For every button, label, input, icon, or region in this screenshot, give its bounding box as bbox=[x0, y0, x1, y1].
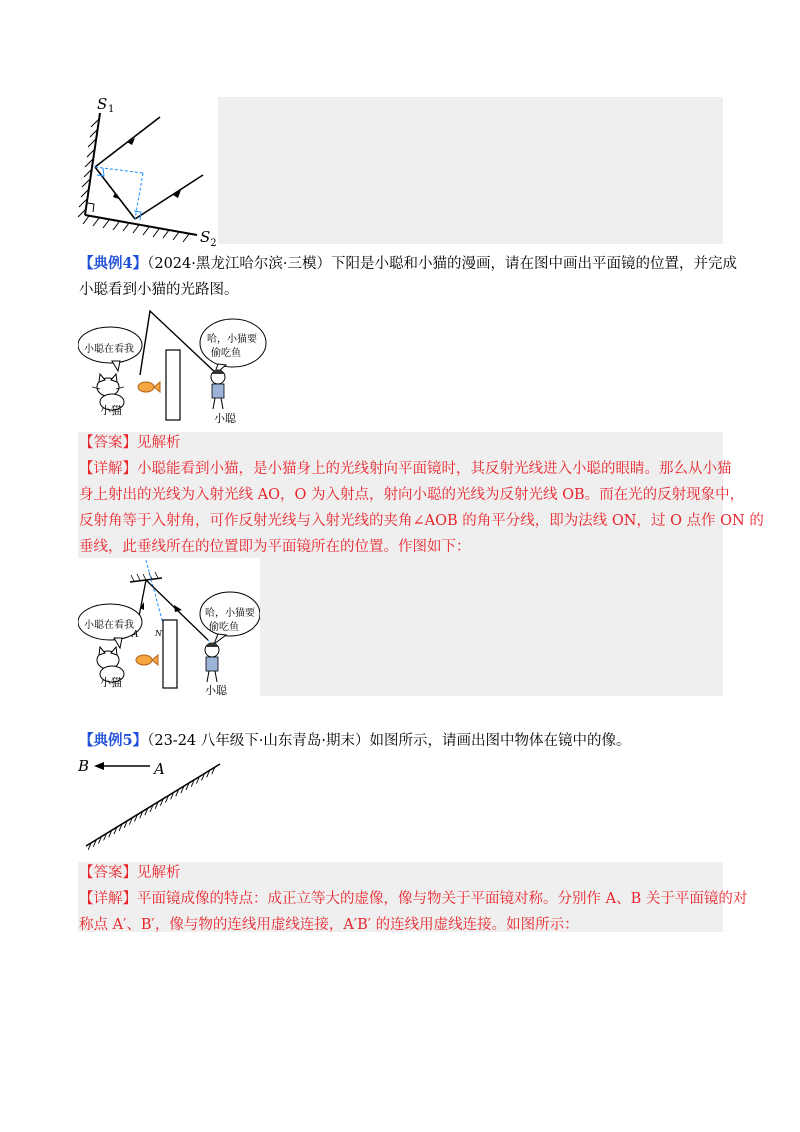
s1-subscript: 1 bbox=[108, 104, 115, 115]
bubble-boy-text1: 哈，小猫要 bbox=[207, 334, 257, 345]
label-cat: 小猫 bbox=[100, 404, 122, 417]
example5-detail-text1: 平面镜成像的特点：成正立等大的虚像，像与物关于平面镜对称。分别作 A、B 关于平面镜的对 bbox=[137, 891, 748, 907]
example4-answer-line bbox=[79, 430, 181, 456]
answer-bubble-boy-text2: 偷吃鱼 bbox=[209, 622, 239, 633]
bubble-cat-text: 小聪在看我 bbox=[84, 344, 134, 355]
example4-detail-line2: 身上射出的光线为入射光线 AO，O 为入射点，射向小聪的光线为反射光线 OB。而在光的反射现象中， bbox=[79, 487, 745, 503]
example4-tag: 【典例4】 bbox=[79, 255, 148, 272]
example5-tag: 【典例5】 bbox=[79, 732, 148, 749]
example5-answer-text: 见解析 bbox=[137, 865, 181, 881]
label-B: B bbox=[78, 757, 90, 775]
example4-question-text1: （2024·黑龙江哈尔滨·三模）下阳是小聪和小猫的漫画，请在图中画出平面镜的位置，并完成 bbox=[147, 256, 737, 272]
label-boy: 小聪 bbox=[214, 412, 236, 425]
example5-detail-line2: 称点 A′、B′，像与物的连线用虚线连接，A′B′ 的连线用虚线连接。如图所示： bbox=[79, 917, 579, 933]
example5-answer-line bbox=[79, 860, 181, 886]
example4-detail-text1: 小聪能看到小猫，是小猫身上的光线射向平面镜时，其反射光线进入小聪的眼睛。那么从小猫 bbox=[137, 461, 732, 477]
example5-detail-tag: 【详解】 bbox=[79, 891, 137, 907]
example5-question-text: （23-24 八年级下·山东青岛·期末）如图所示，请画出图中物体在镜中的像。 bbox=[147, 733, 631, 749]
example5-detail-line1 bbox=[79, 886, 747, 912]
answer-label-boy: 小聪 bbox=[205, 684, 227, 697]
example4-detail-line3: 反射角等于入射角，可作反射光线与入射光线的夹角∠AOB 的角平分线，即为法线 ON，过 O 点作 ON 的 bbox=[79, 513, 764, 529]
answer-figure-label-A: A bbox=[132, 630, 139, 640]
example4-detail-tag: 【详解】 bbox=[79, 461, 137, 477]
example4-answer-text: 见解析 bbox=[137, 435, 181, 451]
label-A: A bbox=[154, 760, 165, 778]
s2-label-wrap bbox=[200, 228, 217, 249]
answer-label-cat: 小猫 bbox=[100, 676, 122, 689]
example4-detail-line1 bbox=[79, 456, 732, 482]
example5-answer-tag: 【答案】 bbox=[79, 865, 137, 881]
example5-question-line1 bbox=[79, 728, 630, 754]
example4-detail-line4: 垂线，此垂线所在的位置即为平面镜所在的位置。作图如下： bbox=[79, 539, 471, 555]
s2-subscript: 2 bbox=[210, 238, 217, 249]
s2-label: S bbox=[200, 228, 211, 246]
s1-label: S bbox=[97, 95, 108, 113]
answer-bubble-cat-text: 小聪在看我 bbox=[84, 620, 134, 631]
example4-answer-tag: 【答案】 bbox=[79, 435, 137, 451]
bubble-boy-text2: 偷吃鱼 bbox=[211, 348, 241, 359]
example4-question-line1 bbox=[79, 251, 737, 277]
example5-mirror-diagram bbox=[78, 752, 228, 860]
answer-figure-label-N: N bbox=[155, 629, 162, 638]
example4-question-line2: 小聪看到小猫的光路图。 bbox=[79, 282, 239, 298]
figure1-two-mirrors-diagram bbox=[75, 95, 220, 245]
answer-bubble-boy-text1: 哈，小猫要 bbox=[205, 608, 255, 619]
figure1-answer-panel bbox=[218, 97, 723, 244]
